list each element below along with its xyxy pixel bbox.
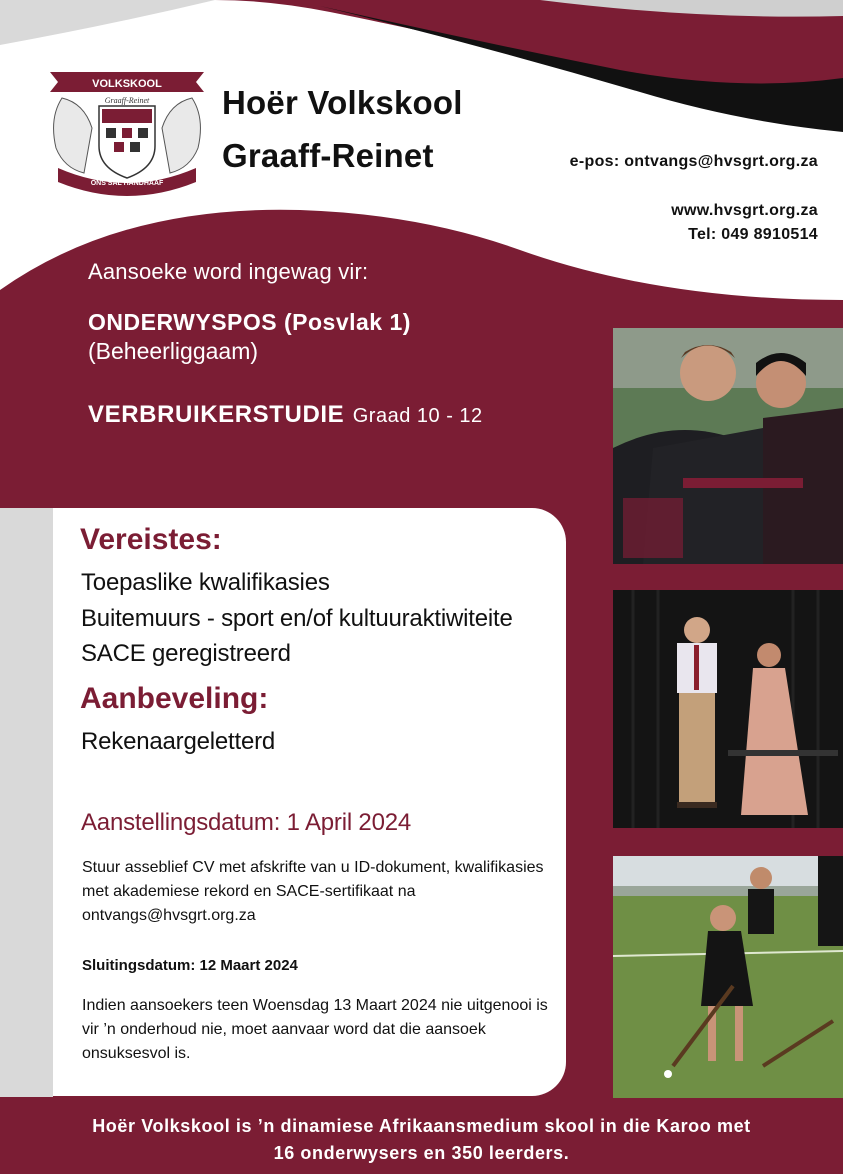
post-title: ONDERWYSPOS (Posvlak 1) [88, 309, 411, 335]
school-name [222, 76, 463, 182]
recommendation-item: Rekenaargeletterd [81, 728, 276, 755]
contact-telephone: Tel: 049 8910514 [688, 226, 818, 243]
svg-text:VOLKSKOOL: VOLKSKOOL [92, 78, 162, 90]
requirement-item: Toepaslike kwalifikasies [81, 569, 330, 596]
appointment-date: Aanstellingsdatum: 1 April 2024 [81, 809, 412, 836]
requirement-item: Buitemuurs - sport en/of kultuuraktiwiteite [81, 605, 513, 632]
recommendation-heading: Aanbeveling: [80, 682, 269, 715]
subject-grade: Graad 10 - 12 [352, 405, 483, 427]
contact-email[interactable]: e-pos: ontvangs@hvsgrt.org.za [569, 153, 818, 170]
application-instructions: Stuur asseblief CV met afskrifte van u ID-dokument, kwalifikasies met akademiese rekord en SACE-sertifikaat na ontvangs@hvsgrt.org.za [82, 859, 544, 924]
subject-name: VERBRUIKERSTUDIE [88, 401, 345, 428]
subject-line [88, 401, 483, 429]
footer-line-1: Hoër Volkskool is ’n dinamiese Afrikaansmedium skool in die Karoo met [92, 1116, 751, 1136]
drama-stage-photo [613, 590, 843, 828]
school-crest-icon [44, 58, 210, 198]
rugby-players-photo [613, 328, 843, 564]
closing-date: Sluitingsdatum: 12 Maart 2024 [82, 957, 298, 974]
school-name-line-2: Graaff-Reinet [222, 137, 434, 174]
svg-text:ONS SAL HANDHAAF: ONS SAL HANDHAAF [90, 180, 164, 187]
contact-website[interactable]: www.hvsgrt.org.za [671, 202, 818, 219]
requirement-item: SACE geregistreerd [81, 640, 291, 667]
post-subtitle: (Beheerliggaam) [88, 338, 259, 364]
hockey-players-photo [613, 856, 843, 1098]
svg-text:Graaff-Reinet: Graaff-Reinet [104, 96, 150, 105]
footer-banner [0, 1097, 843, 1174]
footer-line-2: 16 onderwysers en 350 leerders. [273, 1143, 570, 1163]
requirements-heading: Vereistes: [80, 523, 222, 556]
application-note: Indien aansoekers teen Woensdag 13 Maart 2024 nie uitgenooi is vir ’n onderhoud nie, moet aanvaar word dat die aansoek onsuksesvol is. [82, 997, 548, 1062]
advert-intro: Aansoeke word ingewag vir: [88, 259, 369, 284]
school-name-line-1: Hoër Volkskool [222, 84, 463, 121]
